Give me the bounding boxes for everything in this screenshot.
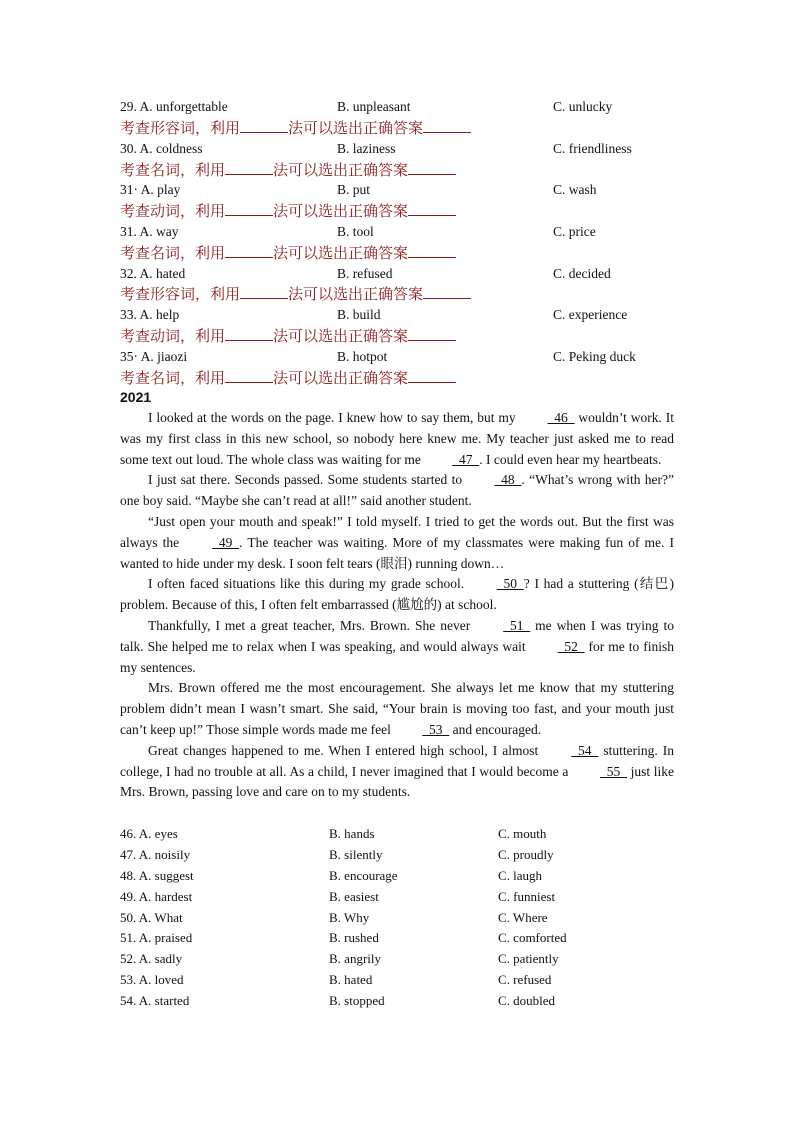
blank-50: 50 (496, 576, 524, 592)
note-blank (225, 160, 273, 175)
note-blank (240, 118, 288, 133)
paragraph: Great changes happened to me. When I entered high school, I almost 54 stuttering. In college, I had no trouble at all. As a child, I never imagined that I would become a 55 just like Mrs. Brown, passing love and care on to my students. (120, 742, 674, 800)
question-row (120, 264, 680, 284)
note-blank (408, 160, 456, 175)
note-text-1: 考查形容词，利用 (120, 285, 241, 303)
analysis-note (120, 283, 471, 305)
option-a: 54. A. started (120, 993, 190, 1008)
option-row (120, 991, 680, 1011)
note-blank (423, 284, 471, 299)
option-b: B. rushed (329, 930, 379, 945)
option-a: 51. A. praised (120, 930, 193, 945)
blank-54: 54 (571, 742, 599, 758)
analysis-note (120, 159, 456, 181)
option-b: B. hands (329, 826, 375, 841)
option-b: B. unpleasant (337, 99, 411, 114)
option-c: C. Where (498, 910, 548, 925)
option-b: B. hotpot (337, 349, 388, 364)
paragraph: Mrs. Brown offered me the most encouragement. She always let me know that my stuttering problem didn’t mean I wasn’t smart. She said, “Your brain is moving too fast, and your mouth just can’t keep up!” Those simple words made me feel 53 and encouraged. (120, 678, 674, 740)
paragraph: I looked at the words on the page. I knew how to say them, but my 46 wouldn’t work. It was my first class in this new school, so nobody here knew me. My teacher just asked me to read some text out loud. The whole class was waiting for me 47 . I could even hear my heartbeats. (120, 408, 674, 470)
note-blank (408, 201, 456, 216)
analysis-note (120, 325, 456, 347)
blank-53: 53 (422, 721, 450, 737)
question-row (120, 139, 680, 159)
option-c: C. experience (553, 307, 628, 322)
blank-49: 49 (212, 534, 240, 550)
note-text-2: 法可以选出正确答案 (273, 161, 409, 179)
option-b: B. easiest (329, 889, 379, 904)
question-row (120, 347, 680, 367)
note-text-2: 法可以选出正确答案 (288, 285, 424, 303)
option-c: C. friendliness (553, 141, 632, 156)
note-blank (240, 284, 288, 299)
question-row (120, 305, 680, 325)
note-blank (423, 118, 471, 133)
option-c: C. mouth (498, 826, 547, 841)
note-text-1: 考查动词，利用 (120, 327, 226, 345)
option-row (120, 908, 680, 928)
option-a: 35· A. jiaozi (120, 349, 188, 364)
option-b: B. stopped (329, 993, 385, 1008)
option-a: 33. A. help (120, 307, 180, 322)
note-text-1: 考查名词，利用 (120, 161, 226, 179)
option-a: 31. A. way (120, 224, 179, 239)
paragraph: I just sat there. Seconds passed. Some students started to 48 . “What’s wrong with her?” one boy said. “Maybe she can’t read at all!” said another student. (120, 472, 675, 509)
note-blank (225, 201, 273, 216)
note-blank (408, 243, 456, 258)
analysis-note (120, 242, 456, 264)
option-a: 31· A. play (120, 182, 181, 197)
note-text-2: 法可以选出正确答案 (273, 202, 409, 220)
option-b: B. refused (337, 266, 393, 281)
option-c: C. price (553, 224, 596, 239)
option-a: 29. A. unforgettable (120, 99, 228, 114)
option-a: 30. A. coldness (120, 141, 203, 156)
question-row (120, 222, 680, 242)
option-a: 52. A. sadly (120, 951, 183, 966)
option-b: B. laziness (337, 141, 396, 156)
option-c: C. wash (553, 182, 597, 197)
note-blank (408, 326, 456, 341)
option-row (120, 824, 680, 844)
passage (120, 408, 674, 803)
option-c: C. decided (553, 266, 611, 281)
paragraph: I often faced situations like this during my grade school. 50 ? I had a stuttering (结巴) problem. Because of this, I often felt embarrassed (尴尬的) at school. (120, 576, 674, 613)
option-row (120, 887, 680, 907)
option-row (120, 928, 680, 948)
option-row (120, 845, 680, 865)
option-c: C. patiently (498, 951, 559, 966)
paragraph: Thankfully, I met a great teacher, Mrs. Brown. She never 51 me when I was trying to talk. She helped me to relax when I was speaking, and would always wait 52 for me to finish my sentences. (120, 617, 674, 675)
option-a: 46. A. eyes (120, 826, 178, 841)
blank-52: 52 (557, 638, 585, 654)
note-blank (225, 326, 273, 341)
option-c: C. unlucky (553, 99, 613, 114)
option-b: B. angrily (329, 951, 381, 966)
option-a: 49. A. hardest (120, 889, 193, 904)
option-b: B. build (337, 307, 381, 322)
blank-48: 48 (494, 472, 522, 488)
option-c: C. refused (498, 972, 552, 987)
option-b: B. Why (329, 910, 370, 925)
option-b: B. put (337, 182, 371, 197)
question-row (120, 180, 680, 200)
note-text-1: 考查名词，利用 (120, 369, 226, 387)
note-text-1: 考查名词，利用 (120, 244, 226, 262)
option-c: C. laugh (498, 868, 543, 883)
option-b: B. silently (329, 847, 383, 862)
paragraph: “Just open your mouth and speak!” I told myself. I tried to get the words out. But the first was always the 49 . The teacher was waiting. More of my classmates were making fun of me. I wanted to hide under my desk. I soon felt tears (眼泪) running down… (120, 513, 674, 571)
note-text-1: 考查形容词，利用 (120, 119, 241, 137)
note-text-1: 考查动词，利用 (120, 202, 226, 220)
analysis-note (120, 117, 471, 139)
analysis-note (120, 367, 456, 389)
option-a: 48. A. suggest (120, 868, 194, 883)
option-b: B. tool (337, 224, 374, 239)
option-c: C. doubled (498, 993, 556, 1008)
note-text-2: 法可以选出正确答案 (273, 369, 409, 387)
blank-47: 47 (452, 451, 480, 467)
option-row (120, 970, 680, 990)
analysis-note (120, 200, 456, 222)
option-c: C. funniest (498, 889, 556, 904)
section-year: 2021 (120, 389, 152, 405)
note-text-2: 法可以选出正确答案 (273, 327, 409, 345)
option-a: 53. A. loved (120, 972, 184, 987)
option-b: B. hated (329, 972, 373, 987)
question-row (120, 97, 680, 117)
note-text-2: 法可以选出正确答案 (288, 119, 424, 137)
option-c: C. Peking duck (553, 349, 636, 364)
note-blank (225, 368, 273, 383)
option-row (120, 949, 680, 969)
option-b: B. encourage (329, 868, 398, 883)
blank-46: 46 (547, 410, 575, 425)
note-blank (408, 368, 456, 383)
note-text-2: 法可以选出正确答案 (273, 244, 409, 262)
option-c: C. proudly (498, 847, 554, 862)
blank-51: 51 (503, 617, 531, 633)
option-row (120, 866, 680, 886)
blank-55: 55 (599, 763, 627, 779)
option-a: 50. A. What (120, 910, 183, 925)
option-c: C. comforted (498, 930, 567, 945)
note-blank (225, 243, 273, 258)
option-a: 32. A. hated (120, 266, 186, 281)
option-a: 47. A. noisily (120, 847, 191, 862)
